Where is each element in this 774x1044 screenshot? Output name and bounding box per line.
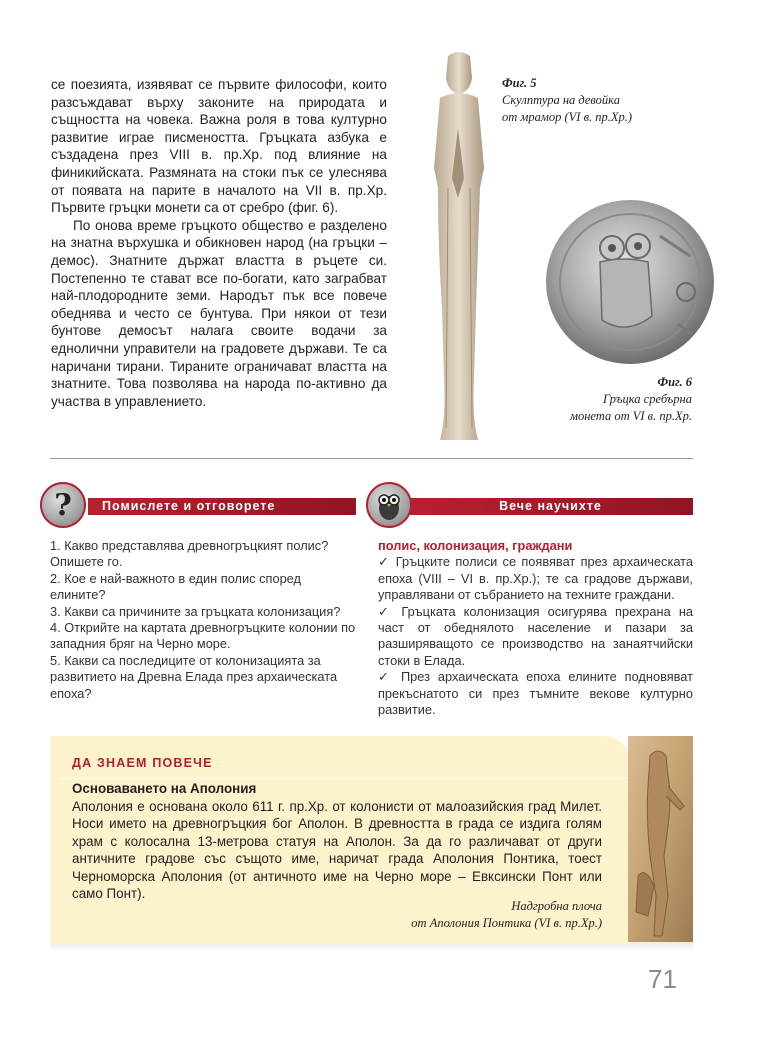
figure-5-caption [502, 75, 702, 126]
learned-item: ✓ Гръцката колонизация осигурява прехрана на част от обеднялото население и пазари за разширяващото се производство на занаятчийски стоки в Елада. [378, 604, 693, 670]
relief-caption-line-1: Надгробна плоча [511, 899, 602, 913]
paragraph-2: По онова време гръцкото общество е разделено на знатна върхушка и обикновен народ (на гръцки – демос). Знатните държат властта в ръцете си. Постепенно те стават все по-богати, като заграбват най-плодородните земи. Народът пък все повече обеднява и често се бунтува. При някои от тези бунтове демосът налага своите водачи за еднолични управители на градовете държави. Те са наричани тирани. Тираните ограничават властта на знатните. Това позволява на народа по-активно да участва в управлението. [51, 217, 387, 409]
relief-caption-line-2: от Аполония Понтика (VI в. пр.Хр.) [411, 916, 602, 930]
figure-5-line-1: Скулптура на девойка [502, 93, 620, 107]
figure-6-label: Фиг. 6 [657, 375, 692, 389]
figure-5-line-2: от мрамор (VI в. пр.Хр.) [502, 110, 633, 124]
gravestone-relief-image [628, 736, 693, 942]
learned-summary [378, 538, 693, 718]
figure-6-line-1: Гръцка сребърна [602, 392, 692, 406]
know-more-title: ДА ЗНАЕМ ПОВЕЧЕ [72, 756, 213, 770]
already-learned-header: Вече научихте [408, 498, 693, 515]
paragraph-1: се поезията, изявяват се първите философи, които разсъждават върху законите на природата и същността на човека. Важна роля в това културно развитие играе писмеността. Гръцката азбука е създадена през VIII в. пр.Хр. под влияние на финикийската. Размяната на стоки пък се улеснява от появата на парите в началото на VII в. пр.Хр. Първите гръцки монети са от сребро (фиг. 6). [51, 77, 387, 216]
question-item: 4. Открийте на картата древногръцките колонии по западния бряг на Черно море. [50, 620, 356, 652]
section-divider [50, 458, 693, 459]
statue-image [418, 48, 500, 444]
figure-6-caption [490, 374, 692, 425]
main-text [51, 76, 387, 410]
coin-image [540, 196, 720, 368]
know-more-text: Аполония е основана около 611 г. пр.Хр. от колонисти от малоазийския град Милет. Носи името на древногръцкия бог Аполон. В древността в града се издига голям храм с колосална 13-метрова статуя на Аполон. За да го различават от други античните градове със същото име, наричат града Аполония Понтика, тоест Черноморска Аполония (от античното име на Черно море – Евксински Понт или само Понт). [72, 799, 602, 902]
questions-list [50, 538, 360, 702]
figure-6-line-2: монета от VI в. пр.Хр. [569, 409, 692, 423]
question-mark-icon: ? [40, 482, 86, 528]
learned-item: ✓ През архаическата епоха елините подновяват прекъснатото си през тъмните векове културно развитие. [378, 669, 693, 718]
think-answer-header: Помислете и отговорете [88, 498, 356, 515]
relief-caption [380, 898, 602, 932]
know-more-divider [62, 778, 630, 779]
learned-item: ✓ Гръцките полиси се появяват през архаическата епоха (VIII – VI в. пр.Хр.); те са градове държави, управлявани от събранието на техните граждани. [378, 554, 693, 603]
owl-icon [366, 482, 412, 528]
question-item: 1. Какво представлява древногръцкият полис? Опишете го. [50, 538, 329, 570]
figure-5-label: Фиг. 5 [502, 76, 537, 90]
question-item: 3. Какви са причините за гръцката колонизация? [50, 603, 341, 619]
know-more-subtitle: Основаването на Аполония [72, 781, 257, 796]
page-number: 71 [648, 964, 677, 994]
learned-keywords: полис, колонизация, граждани [378, 538, 573, 553]
question-item: 2. Кое е най-важното в един полис според елините? [50, 570, 301, 603]
question-item: 5. Какви са последиците от колонизацията за развитието на Древна Елада през архаическата епоха? [50, 652, 338, 701]
